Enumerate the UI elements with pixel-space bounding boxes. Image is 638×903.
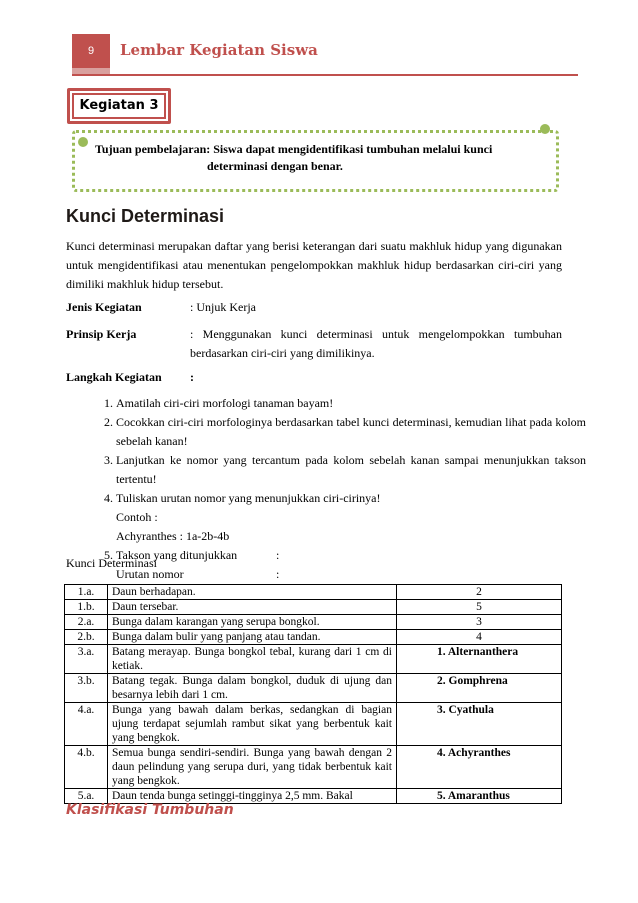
step-item — [116, 489, 586, 546]
step-item: 2. Cocokkan ciri-ciri morfologinya berdasarkan tabel kunci determinasi, kemudian lihat pada kolom sebelah kanan! — [116, 413, 586, 451]
key-result-cell: 4. Achyranthes — [397, 746, 562, 789]
header-title: Lembar Kegiatan Siswa — [120, 41, 318, 59]
prinsip-kerja-value: : Menggunakan kunci determinasi untuk mengelompokkan tumbuhan berdasarkan ciri-ciri yang dimilikinya. — [190, 327, 562, 360]
header-divider — [72, 74, 578, 76]
key-description-cell: Semua bunga sendiri-sendiri. Bunga yang bawah dengan 2 daun pelindung yang serupa duri, yang tidak berbentuk kait yang bengkok. — [108, 746, 397, 789]
activity-label-box — [67, 88, 171, 124]
key-result-cell: 5 — [397, 600, 562, 615]
section-title: Kunci Determinasi — [66, 206, 225, 226]
key-result-cell: 5. Amaranthus — [397, 789, 562, 804]
key-result-cell: 2 — [397, 585, 562, 600]
steps-list — [92, 394, 586, 584]
key-description-cell: Daun berhadapan. — [108, 585, 397, 600]
key-code-cell: 4.a. — [65, 703, 108, 746]
prinsip-kerja-label: Prinsip Kerja — [66, 327, 137, 341]
intro-paragraph: Kunci determinasi merupakan daftar yang berisi keterangan dari suatu makhluk hidup yang digunakan untuk mengidentifikasi atau menentukan pengelompokkan makhluk hidup berdasarkan ciri-ciri yang dimiliki makhluk hidup tersebut. — [66, 239, 562, 291]
step-4-example: Achyranthes : 1a-2b-4b — [116, 529, 230, 543]
key-description-cell: Batang merayap. Bunga bongkol tebal, kurang dari 1 cm di ketiak. — [108, 645, 397, 674]
key-result-cell: 1. Alternanthera — [397, 645, 562, 674]
step-4-contoh: Contoh : — [116, 510, 158, 524]
table-row — [65, 600, 562, 615]
step-item — [116, 546, 586, 584]
key-code-cell: 1.a. — [65, 585, 108, 600]
key-code-cell: 3.b. — [65, 674, 108, 703]
activity-label: Kegiatan 3 — [79, 98, 159, 113]
goal-line-1: Tujuan pembelajaran: Siswa dapat mengidentifikasi tumbuhan melalui kunci — [95, 142, 493, 156]
learning-goal-text — [95, 141, 515, 175]
key-code-cell: 4.b. — [65, 746, 108, 789]
goal-box-dot-right — [540, 124, 550, 134]
step-item: 3. Lanjutkan ke nomor yang tercantum pada kolom sebelah kanan sampai menunjukkan takson tertentu! — [116, 451, 586, 489]
key-description-cell: Batang tegak. Bunga dalam bongkol, duduk di ujung dan besarnya lebih dari 1 cm. — [108, 674, 397, 703]
determination-key-table — [64, 584, 562, 804]
step-5-colon: : — [276, 548, 280, 562]
step-5-urutan-colon: : — [276, 567, 280, 581]
step-4-text: Tuliskan urutan nomor yang menunjukkan ciri-cirinya! — [116, 491, 381, 505]
step-5-urutan: Urutan nomor — [116, 567, 184, 581]
jenis-kegiatan-label: Jenis Kegiatan — [66, 300, 142, 314]
jenis-kegiatan-value: : Unjuk Kerja — [190, 300, 256, 314]
key-code-cell: 1.b. — [65, 600, 108, 615]
footer-title: Klasifikasi Tumbuhan — [66, 802, 234, 818]
key-result-cell: 3. Cyathula — [397, 703, 562, 746]
page-number: 9 — [72, 34, 110, 74]
table-row — [65, 703, 562, 746]
table-row — [65, 615, 562, 630]
key-code-cell: 2.a. — [65, 615, 108, 630]
step-item: 1. Amatilah ciri-ciri morfologi tanaman bayam! — [116, 394, 586, 413]
key-result-cell: 2. Gomphrena — [397, 674, 562, 703]
step-5-text: Takson yang ditunjukkan — [116, 548, 238, 562]
key-code-cell: 3.a. — [65, 645, 108, 674]
key-code-cell: 2.b. — [65, 630, 108, 645]
key-result-cell: 4 — [397, 630, 562, 645]
goal-line-2: determinasi dengan benar. — [207, 159, 343, 173]
key-code-cell: 5.a. — [65, 789, 108, 804]
langkah-kegiatan-label: Langkah Kegiatan — [66, 370, 162, 384]
table-row — [65, 585, 562, 600]
key-description-cell: Daun tenda bunga setinggi-tingginya 2,5 mm. Bakal — [108, 789, 397, 804]
key-result-cell: 3 — [397, 615, 562, 630]
table-row — [65, 746, 562, 789]
key-description-cell: Bunga yang bawah dalam berkas, sedangkan di bagian ujung terdapat sejumlah rambut sikat yang berbentuk kait yang bengkok. — [108, 703, 397, 746]
key-description-cell: Bunga dalam karangan yang serupa bongkol. — [108, 615, 397, 630]
goal-box-dot-left — [78, 137, 88, 147]
table-row — [65, 630, 562, 645]
key-description-cell: Bunga dalam bulir yang panjang atau tandan. — [108, 630, 397, 645]
key-description-cell: Daun tersebar. — [108, 600, 397, 615]
langkah-kegiatan-colon: : — [190, 370, 194, 384]
table-row — [65, 645, 562, 674]
table-label: Kunci Determinasi — [66, 556, 157, 570]
table-row — [65, 674, 562, 703]
